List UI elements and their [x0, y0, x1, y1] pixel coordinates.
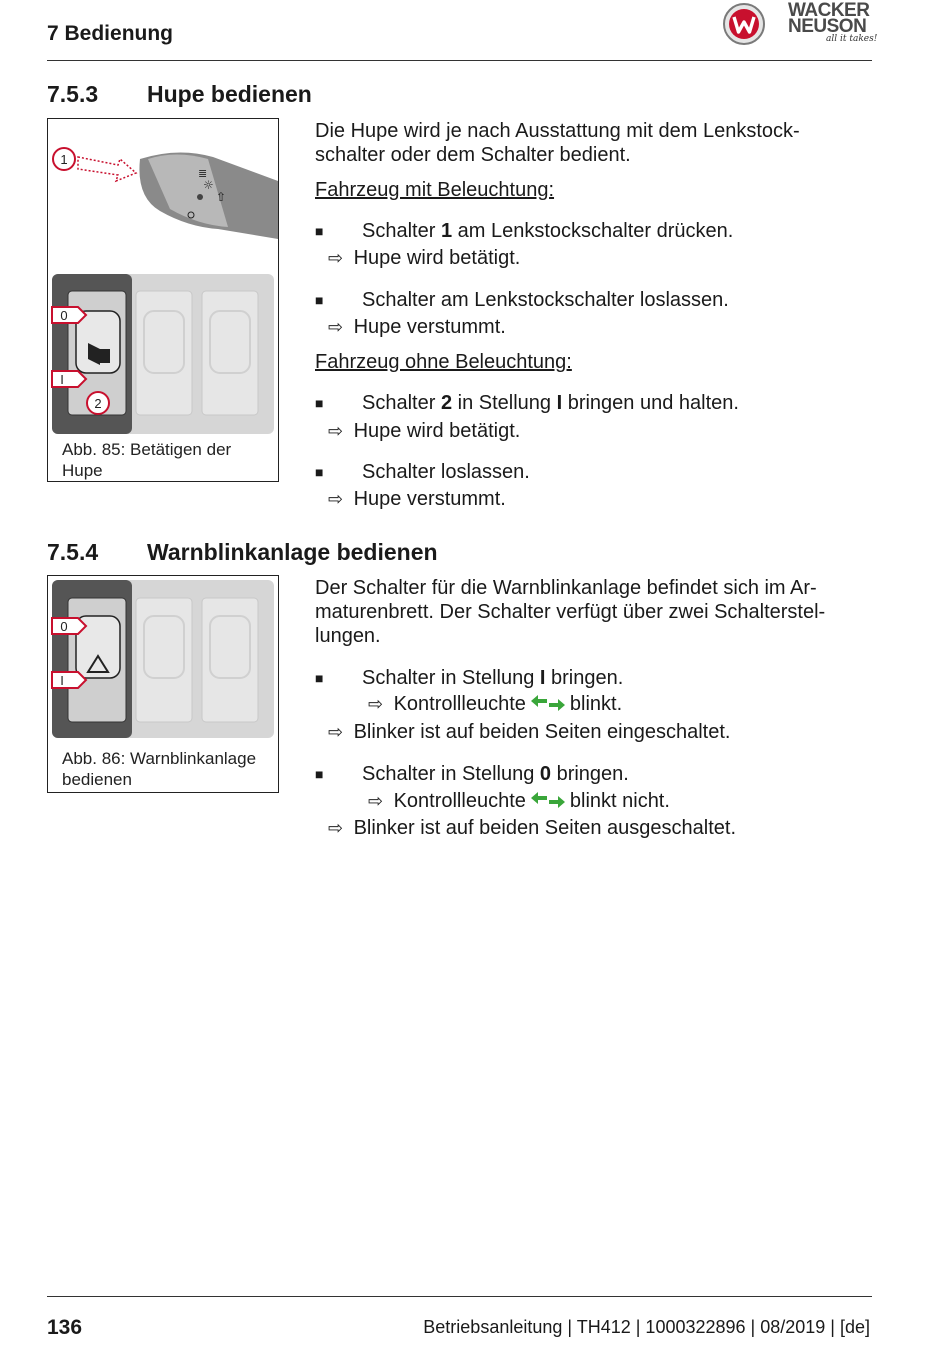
result-item: ⇨ Hupe wird betätigt.	[328, 247, 521, 269]
logo-emblem-icon	[722, 2, 766, 46]
section-number: 7.5.4	[47, 539, 99, 565]
logo-tagline: all it takes!	[826, 34, 878, 44]
bullet-icon: ■	[315, 670, 324, 686]
logo-word-wacker: WACKER	[788, 0, 870, 21]
section2-intro: Der Schalter für die Warnblinkanlage befindet sich im Ar- maturenbrett. Der Schalter verfügt über zwei Schalterstel- lungen.	[315, 577, 826, 647]
svg-text:≣: ≣	[198, 167, 208, 180]
list-item: ■ Schalter 1 am Lenkstockschalter drücken.	[315, 220, 734, 242]
bullet-icon: ■	[315, 766, 324, 782]
result-item: ⇨ Blinker ist auf beiden Seiten eingeschaltet.	[328, 721, 731, 743]
svg-text:☼: ☼	[203, 178, 214, 192]
turn-signal-indicator-icon	[530, 791, 566, 809]
result-arrow-icon: ⇨	[368, 791, 384, 811]
list-item: ■ Schalter in Stellung I bringen.	[315, 667, 624, 689]
callout-0: 0	[60, 619, 68, 634]
section-number: 7.5.3	[47, 81, 99, 107]
list-item: ■ Schalter 2 in Stellung I bringen und halten.	[315, 392, 739, 414]
logo-word-neuson: NEUSON	[788, 16, 867, 37]
callout-I: I	[60, 372, 64, 387]
figure-caption: Abb. 85: Betätigen der Hupe	[62, 440, 232, 480]
subheading-with-lighting: Fahrzeug mit Beleuchtung:	[315, 179, 555, 201]
header-rule	[47, 60, 872, 61]
result-item: ⇨ Blinker ist auf beiden Seiten ausgeschaltet.	[328, 817, 737, 839]
bullet-icon: ■	[315, 464, 324, 480]
callout-1: 1	[60, 152, 68, 167]
result-item: ⇨ Kontrollleuchte blinkt nicht.	[368, 790, 670, 812]
document-info: Betriebsanleitung | TH412 | 1000322896 | 08/2019 | [de]	[423, 1317, 870, 1337]
list-item: ■ Schalter am Lenkstockschalter loslassen.	[315, 289, 729, 311]
turn-signal-indicator-icon	[530, 694, 566, 712]
section1-intro: Die Hupe wird je nach Ausstattung mit dem Lenkstock- schalter oder dem Schalter bedient.	[315, 120, 800, 166]
callout-0: 0	[60, 308, 68, 323]
result-arrow-icon: ⇨	[368, 694, 384, 714]
footer-rule	[47, 1296, 872, 1297]
bullet-icon: ■	[315, 223, 324, 239]
result-item: ⇨ Kontrollleuchte blinkt.	[368, 693, 623, 715]
result-arrow-icon: ⇨	[328, 818, 344, 838]
figure-caption: Abb. 86: Warnblinkanlage bedienen	[62, 749, 257, 789]
subheading-without-lighting: Fahrzeug ohne Beleuchtung:	[315, 351, 572, 373]
svg-text:⇧: ⇧	[216, 190, 227, 204]
callout-I: I	[60, 673, 64, 688]
wacker-neuson-logo	[722, 0, 880, 50]
list-item: ■ Schalter loslassen.	[315, 461, 530, 483]
page-number: 136	[47, 1316, 83, 1339]
result-arrow-icon: ⇨	[328, 248, 344, 268]
figure-hazard-switch	[47, 575, 279, 793]
section-title: Warnblinkanlage bedienen	[147, 539, 438, 565]
result-arrow-icon: ⇨	[328, 421, 344, 441]
result-arrow-icon: ⇨	[328, 317, 344, 337]
chapter-title: 7 Bedienung	[47, 22, 174, 45]
result-item: ⇨ Hupe verstummt.	[328, 316, 506, 338]
result-arrow-icon: ⇨	[328, 722, 344, 742]
figure-horn	[47, 118, 279, 482]
callout-2: 2	[94, 396, 102, 411]
result-item: ⇨ Hupe verstummt.	[328, 488, 506, 510]
bullet-icon: ■	[315, 395, 324, 411]
hazard-switch-illustration	[48, 576, 278, 740]
horn-switch-illustration	[48, 119, 278, 437]
result-item: ⇨ Hupe wird betätigt.	[328, 420, 521, 442]
list-item: ■ Schalter in Stellung 0 bringen.	[315, 763, 629, 785]
bullet-icon: ■	[315, 292, 324, 308]
section-title: Hupe bedienen	[147, 81, 312, 107]
result-arrow-icon: ⇨	[328, 489, 344, 509]
